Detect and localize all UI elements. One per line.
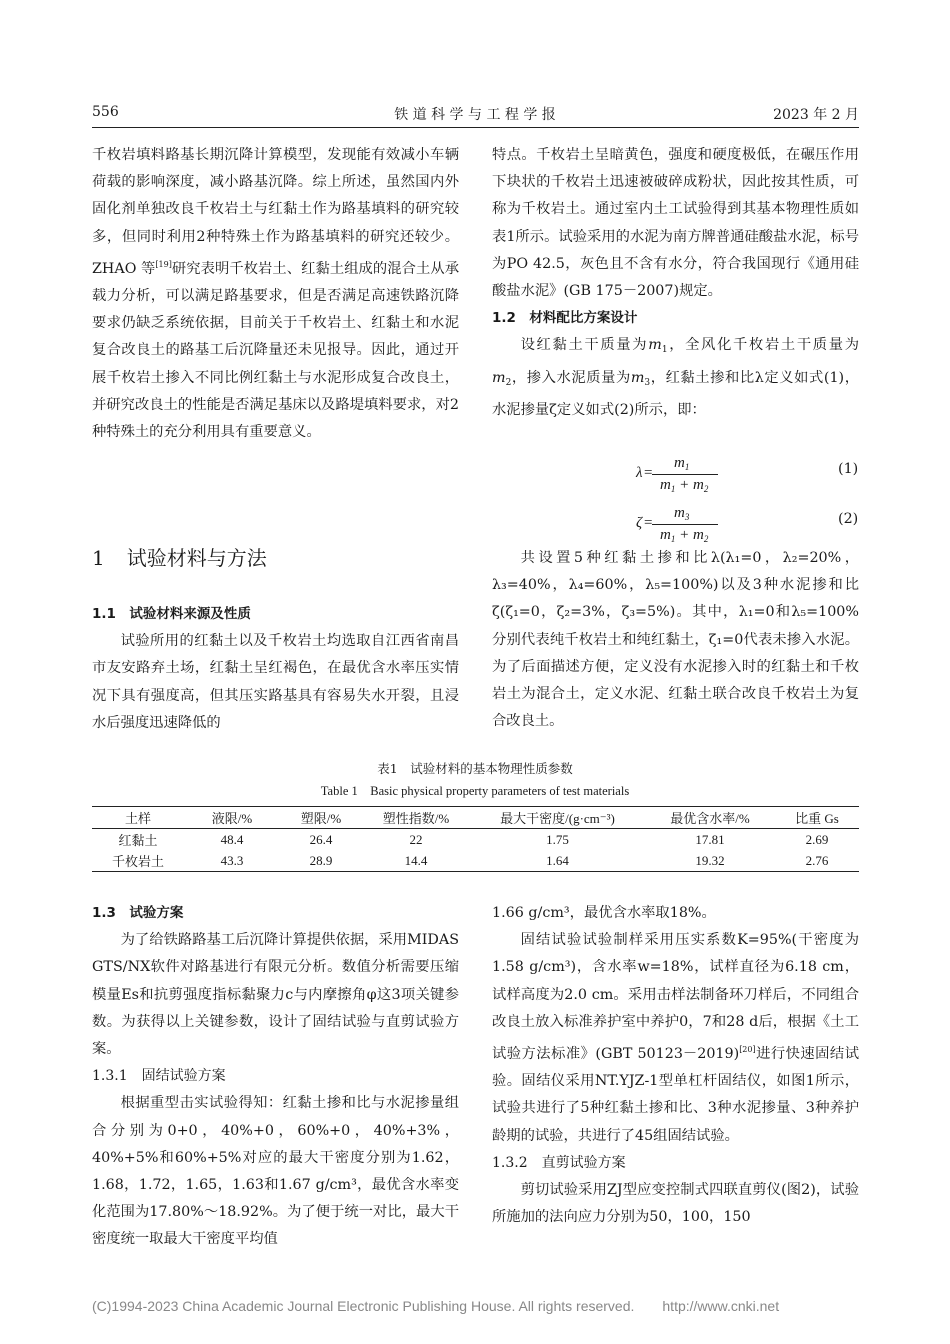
page-number: 556: [92, 104, 119, 120]
table-cell: 22: [409, 831, 423, 847]
table-cell: 1.64: [470, 850, 645, 872]
table-1: [92, 806, 859, 872]
table-header-cell: 比重 Gs: [775, 807, 859, 829]
table-cell: 14.4: [362, 850, 470, 872]
mix-text-b: ，全风化千枚岩土干质量为: [667, 337, 860, 354]
mix-text-d: ，红黏土掺和比λ定义如式(1)，水泥掺量ζ定义如式(2)所示，即：: [492, 369, 860, 418]
table-cell: 28.9: [280, 850, 362, 872]
equation-2-number: (2): [838, 511, 859, 527]
section-1-3-text: 为了给铁路路基工后沉降计算提供依据，采用MIDAS GTS/NX软件对路基进行有限元分析。数值分析需要压缩模量Es和抗剪强度指标黏聚力c与内摩擦角φ这3项关键参数。为获得以上关键参数，设计了固结试验与直剪试验方案。: [92, 932, 459, 1058]
right-column-lower: [492, 900, 859, 1231]
right-column-materials: [492, 142, 859, 424]
header-rule: [92, 127, 859, 128]
left-column-lower: [92, 900, 459, 1254]
section-1-3-2-text: 剪切试验采用ZJ型应变控制式四联直剪仪(图2)，试验所施加的法向应力分别为50，100，150: [492, 1182, 859, 1226]
table-cell: 2.69: [805, 831, 829, 847]
mix-text-a: 设红黏土干质量为: [520, 337, 649, 354]
materials-text: 特点。千枚岩土呈暗黄色，强度和硬度极低，在碾压作用下块状的千枚岩土迅速被破碎成粉状，因此按其性质，可称为千枚岩土。通过室内土工试验得到其基本物理性质如表1所示。试验采用的水泥为南方牌普通硅酸盐水泥，标号为PO 42.5，灰色且不含有水分，符合我国现行《通用硅酸盐水泥》(GB 175－2007)规定。: [492, 147, 859, 300]
mix-scheme-text: 共设置5种红黏土掺和比λ(λ₁=0，λ₂=20%，λ₃=40%，λ₄=60%，λ₅=100%)以及3种水泥掺和比ζ(ζ₁=0，ζ₂=3%，ζ₃=5%)。其中，λ₁=0和λ₅=100%分别代表纯千枚岩土和纯红黏土，ζ₁=0代表未掺入水泥。为了后面描述方便，定义没有水泥掺入时的红黏土和千枚岩土为混合土，定义水泥、红黏土联合改良千枚岩土为复合改良土。: [492, 550, 859, 730]
left-column-intro: [92, 142, 459, 446]
table-1-caption-en: Table 1 Basic physical property parameters of test materials: [320, 784, 630, 798]
table-cell: 48.4: [220, 831, 244, 847]
section-1-1-text: 试验所用的红黏土以及千枚岩土均选取自江西省南昌市友安路弃土场，红黏土呈红褐色，在最优含水率压实情况下具有强度高，但其压实路基具有容易失水开裂，且浸水后强度迅速降低的: [92, 633, 459, 731]
journal-title: 铁 道 科 学 与 工 程 学 报: [394, 107, 556, 123]
section-1-1-heading: 1.1 试验材料来源及性质: [92, 606, 251, 622]
table-cell: 43.3: [184, 850, 280, 872]
table-header-cell: 最优含水率/%: [645, 807, 775, 829]
section-1-2-heading: 1.2 材料配比方案设计: [492, 310, 638, 327]
issue-date: 2023 年 2 月: [773, 107, 859, 123]
table-header-row: [92, 807, 859, 829]
citation-19: [19]: [155, 259, 172, 269]
section-1-3-2-heading: 1.3.2 直剪试验方案: [492, 1154, 626, 1171]
section-1-3-1-text: 根据重型击实试验得知：红黏土掺和比与水泥掺量组合分别为0+0，40%+0，60%+0，40%+3%，40%+5%和60%+5%对应的最大干密度分别为1.62，1.68，1.72，1.65，1.63和1.67 g/cm³，最优含水率变化范围为17.80%～18.92%。为了便于统一对比，最大干密度统一取最大干密度平均值: [92, 1095, 459, 1248]
table-row: [92, 850, 859, 872]
table-header-cell: 塑限/%: [280, 807, 362, 829]
table-cell: 19.32: [645, 850, 775, 872]
citation-20: [20]: [739, 1045, 756, 1055]
density-text: 1.66 g/cm³，最优含水率取18%。: [492, 905, 716, 921]
consolidation-text-b: 进行快速固结试验。固结仪采用NT.YJZ-1型单杠杆固结仪，如图1所示，试验共进行了5种红黏土掺和比、3种水泥掺量、3种养护龄期的试验，共进行了45组固结试验。: [492, 1046, 859, 1144]
mix-text-c: ，掺入水泥质量为: [511, 369, 631, 386]
equation-1-number: (1): [838, 461, 859, 477]
consolidation-paragraph: [492, 927, 859, 1150]
table-cell: 26.4: [309, 831, 333, 847]
intro-text-b: 研究表明千枚岩土、红黏土组成的混合土从承载力分析，可以满足路基要求，但是否满足高速铁路沉降要求仍缺乏系统依据，目前关于千枚岩土、红黏土和水泥复合改良土的路基工后沉降量还未见报导。因此，通过开展千枚岩土掺入不同比例红黏土与水泥形成复合改良土，并研究改良土的性能是否满足基床以及路堤填料要求，对2种特殊土的充分利用具有重要意义。: [92, 260, 460, 441]
table-cell: 17.81: [695, 831, 725, 847]
table-row: [92, 829, 859, 851]
table-header-cell: 土样: [92, 807, 184, 829]
section-1-heading: [92, 544, 267, 572]
consolidation-text-a: 固结试验试验制样采用压实系数K=95%(干密度为1.58 g/cm³)，含水率w=18%，试样直径为6.18 cm，试样高度为2.0 cm。采用击样法制备环刀样后，不同组合改良土放入标准养护室中养护0，7和28 d后，根据《土工试验方法标准》(GBT 50123－2019): [492, 932, 859, 1063]
mix-scheme-paragraph: [492, 545, 859, 735]
table-header-cell: 液限/%: [184, 807, 280, 829]
table-1-caption-cn: 表1 试验材料的基本物理性质参数: [377, 761, 573, 776]
section-1-3-heading: 1.3 试验方案: [92, 905, 184, 921]
table-cell: 2.76: [775, 850, 859, 872]
table-cell: 千枚岩土: [92, 850, 184, 872]
table-cell: 1.75: [546, 831, 569, 847]
table-cell: 红黏土: [118, 833, 158, 848]
section-1-1: [92, 601, 459, 737]
table-header-cell: 最大干密度/(g·cm⁻³): [470, 807, 645, 829]
table-header-cell: 塑性指数/%: [362, 807, 470, 829]
copyright-footer: (C)1994-2023 China Academic Journal Electronic Publishing House. All rights reserved. http://www.cnki.net: [92, 1298, 780, 1314]
section-1-2-text: 设红黏土干质量为$m_1$，全风化千枚岩土干质量为$m_2$，掺入水泥质量为$m_3$，红黏土掺和比λ定义如式(1)，水泥掺量ζ定义如式(2)所示，即：: [492, 337, 860, 418]
section-1-title: 试验材料与方法: [126, 546, 267, 570]
section-1-3-1-heading: 1.3.1 固结试验方案: [92, 1068, 226, 1085]
intro-text-a: 千枚岩填料路基长期沉降计算模型，发现能有效减小车辆荷载的影响深度，减小路基沉降。综上所述，虽然国内外固化剂单独改良千枚岩土与红黏土作为路基填料的研究较多，但同时利用2种特殊土作为路基填料的研究还较少。ZHAO 等: [92, 147, 459, 277]
section-1-number: 1: [92, 546, 105, 570]
